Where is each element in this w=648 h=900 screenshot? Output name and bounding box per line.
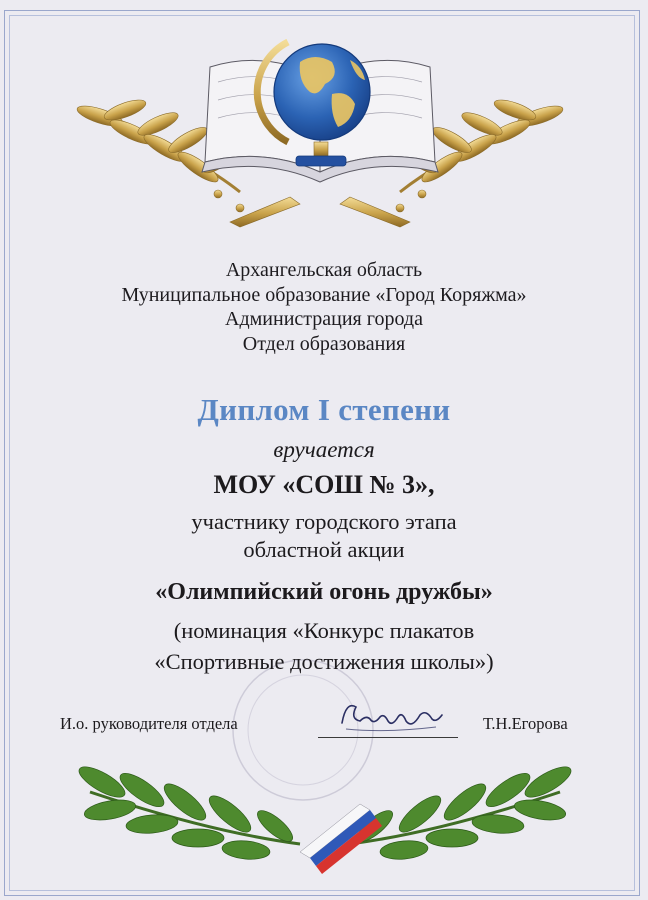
book-globe-emblem [70, 22, 570, 232]
nomination-line-2: «Спортивные достижения школы») [154, 649, 494, 674]
recipient-name: МОУ «СОШ № 3», [213, 470, 435, 499]
region-line: Архангельская область [225, 259, 423, 281]
nomination-line-1: (номинация «Конкурс плакатов [173, 618, 475, 643]
signatory-position: И.о. руководителя отдела [60, 714, 238, 733]
event-name: «Олимпийский огонь дружбы» [155, 579, 493, 605]
description-line-1: участнику городского этапа [191, 509, 457, 534]
description-line-2: областной акции [243, 537, 405, 562]
awarded-to-label: вручается [273, 437, 375, 462]
green-laurel-ribbon [70, 752, 580, 892]
issuer-header [0, 258, 648, 357]
green-laurel-left [75, 761, 300, 861]
green-laurel-right [350, 761, 575, 861]
award-description [0, 508, 648, 564]
administration-line: Администрация города [225, 308, 423, 331]
nomination [0, 615, 648, 677]
department-line: Отдел образования [242, 333, 406, 356]
signatory-name: Т.Н.Егорова [483, 714, 568, 733]
municipality-line: Муниципальное образование «Город Коряжма» [121, 283, 527, 306]
diploma-title: Диплом I степени [197, 392, 451, 427]
handwritten-signature [336, 693, 446, 741]
